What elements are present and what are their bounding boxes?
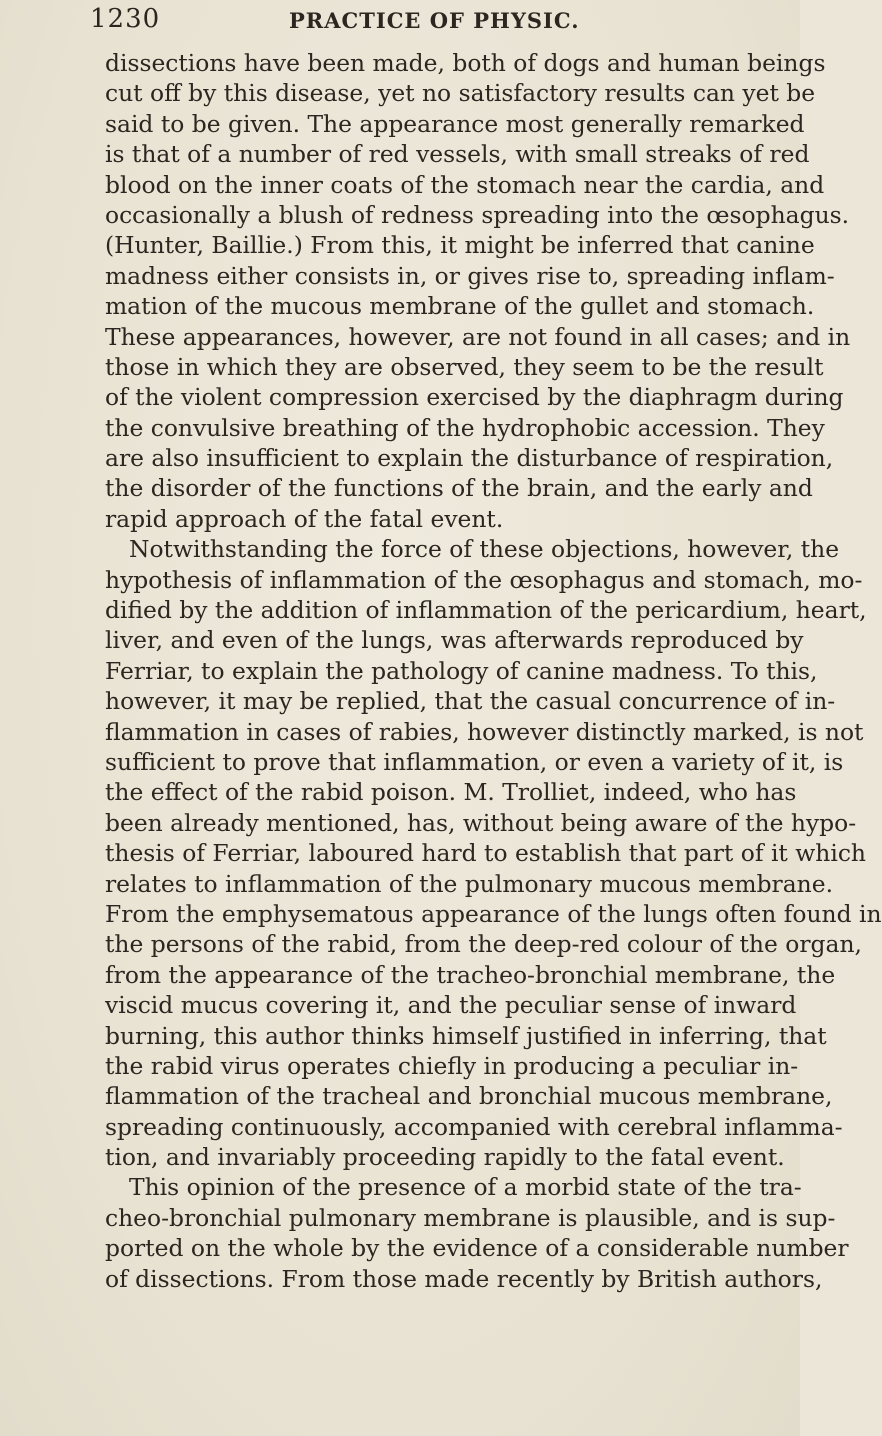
text-line: occasionally a blush of redness spreading into the œsophagus. [105, 200, 850, 229]
text-line: flammation in cases of rabies, however distinctly marked, is not [105, 717, 864, 746]
running-head [90, 4, 780, 38]
paragraph-end-line: tion, and invariably proceeding rapidly to the fatal event. [105, 1143, 785, 1172]
text-line: the disorder of the functions of the brain, and the early and [105, 474, 813, 503]
text-line: however, it may be replied, that the casual concurrence of in- [105, 687, 836, 716]
text-line: (Hunter, Baillie.) From this, it might be inferred that canine [105, 231, 815, 260]
text-line: mation of the mucous membrane of the gullet and stomach. [105, 292, 815, 321]
text-line: from the appearance of the tracheo-bronchial membrane, the [105, 960, 836, 989]
text-line: madness either consists in, or gives rise to, spreading inflam- [105, 261, 835, 290]
text-line: From the emphysematous appearance of the lungs often found in [105, 899, 882, 928]
text-line: dified by the addition of inflammation of the pericardium, heart, [105, 596, 867, 625]
paragraph-start-line: This opinion of the presence of a morbid state of the tra- [129, 1173, 802, 1202]
text-line: cut off by this disease, yet no satisfactory results can yet be [105, 79, 816, 108]
text-line: hypothesis of inflammation of the œsophagus and stomach, mo- [105, 565, 863, 594]
text-line: Ferriar, to explain the pathology of canine madness. To this, [105, 656, 818, 685]
paragraph-start-line: Notwithstanding the force of these objections, however, the [129, 535, 840, 564]
page-number: 1230 [90, 4, 161, 34]
text-line: been already mentioned, has, without being aware of the hypo- [105, 808, 857, 837]
text-line: the persons of the rabid, from the deep-red colour of the organ, [105, 930, 862, 959]
body-text [105, 48, 882, 1294]
text-line: sufficient to prove that inflammation, or even a variety of it, is [105, 747, 844, 776]
text-line: cheo-bronchial pulmonary membrane is plausible, and is sup- [105, 1203, 836, 1232]
text-line: liver, and even of the lungs, was afterwards reproduced by [105, 626, 804, 655]
text-line: the convulsive breathing of the hydrophobic accession. They [105, 413, 825, 442]
paragraph-end-line: rapid approach of the fatal event. [105, 504, 504, 533]
text-line: of the violent compression exercised by the diaphragm during [105, 383, 844, 412]
text-line: spreading continuously, accompanied with cerebral inflamma- [105, 1112, 843, 1141]
text-line: is that of a number of red vessels, with small streaks of red [105, 140, 810, 169]
text-line: These appearances, however, are not found in all cases; and in [105, 322, 851, 351]
text-line: blood on the inner coats of the stomach near the cardia, and [105, 170, 825, 199]
text-line: the effect of the rabid poison. M. Trolliet, indeed, who has [105, 778, 797, 807]
text-line: said to be given. The appearance most generally remarked [105, 109, 805, 138]
text-line: are also insufficient to explain the disturbance of respiration, [105, 444, 834, 473]
text-line: thesis of Ferriar, laboured hard to establish that part of it which [105, 839, 866, 868]
running-title: PRACTICE OF PHYSIC. [289, 8, 580, 33]
text-line: viscid mucus covering it, and the peculiar sense of inward [105, 991, 797, 1020]
text-line: the rabid virus operates chiefly in producing a peculiar in- [105, 1051, 799, 1080]
text-line: flammation of the tracheal and bronchial mucous membrane, [105, 1082, 833, 1111]
text-line: dissections have been made, both of dogs and human beings [105, 49, 826, 77]
text-line: burning, this author thinks himself justified in inferring, that [105, 1021, 827, 1050]
text-line: of dissections. From those made recently by British authors, [105, 1264, 823, 1293]
text-line: those in which they are observed, they seem to be the result [105, 352, 824, 381]
text-line: relates to inflammation of the pulmonary mucous membrane. [105, 869, 834, 898]
text-line: ported on the whole by the evidence of a considerable number [105, 1234, 849, 1263]
